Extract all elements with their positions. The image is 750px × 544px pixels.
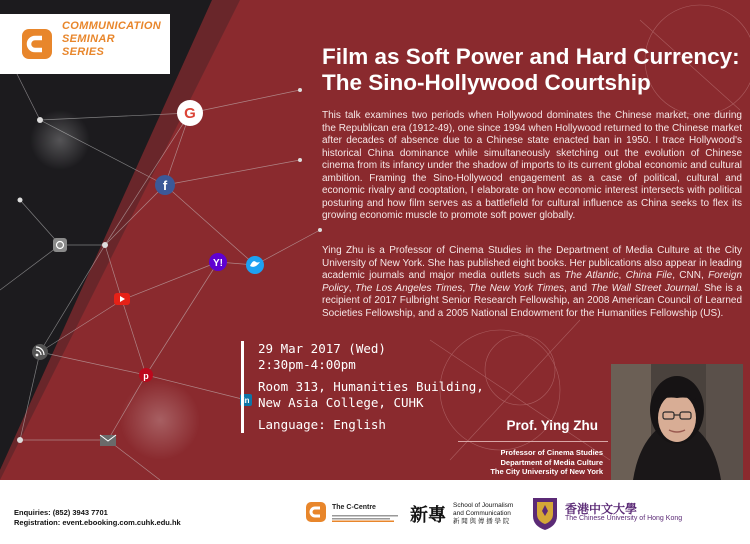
speaker-title-2: Department of Media Culture — [500, 457, 603, 467]
facebook-icon — [155, 175, 175, 195]
cuhk-logo — [531, 496, 731, 532]
talk-abstract: This talk examines two periods when Hollywood dominates the Chinese market, one during the Republican era (1912-49), one since 1994 when Hollywood returned to the Chinese market after decades of absence due to a Chinese state enacted ban in 1950. I trace Hollywood's historical China dominance while simultaneously sketching out the evolution of Chinese cinema from its infancy under the shadow of imports to its current global economic and cultural ambition. Framing the Sino-Hollywood engagement as a case of political, cultural and economic rivalry and cooptation, I elaborate on how economic interest intersects with political posturing and how film serves as a battlefield for cultural influence as China seeks to flex its growing economic muscle to promote soft power globally. — [322, 110, 742, 221]
speaker-title-3: The City University of New York — [490, 467, 603, 476]
bio-foreignpolicy: Foreign Policy — [322, 270, 742, 294]
bio-text-1: Ying Zhu is a Professor of Cinema Studies in the Department of Media Culture at the City University of New York. She has published eight books. Her publications also appear in leading academic journals and major media outlets such as — [322, 245, 742, 281]
speaker-bio — [322, 245, 742, 320]
bio-nytimes: The New York Times — [468, 282, 564, 294]
svg-text:f: f — [162, 178, 168, 193]
yahoo-icon — [209, 253, 227, 271]
c-centre-logo — [22, 29, 52, 59]
sj-text — [453, 502, 513, 526]
event-date: 29 Mar 2017 (Wed) — [258, 341, 386, 356]
google-icon — [177, 100, 203, 126]
bio-wsj: The Wall Street Journal — [590, 282, 698, 294]
svg-text:in: in — [242, 396, 250, 405]
series-line-3: SERIES — [62, 46, 105, 58]
seminar-series-badge — [0, 14, 170, 74]
bio-latimes: The Los Angeles Times — [355, 282, 463, 294]
title-line-2: The Sino-Hollywood Courtship — [322, 70, 651, 95]
series-line-1: COMMUNICATION — [62, 20, 162, 32]
bio-atlantic: The Atlantic — [564, 270, 619, 281]
bio-chinafile: China File — [625, 270, 673, 281]
svg-text:p: p — [143, 371, 149, 381]
page-title — [322, 44, 742, 96]
event-venue-line-2: New Asia College, CUHK — [258, 395, 424, 410]
footer — [0, 480, 750, 544]
cuhk-english-name: The Chinese University of Hong Kong — [565, 515, 683, 522]
bio-sep-4: , — [462, 282, 469, 294]
mail-icon — [100, 435, 116, 446]
bio-sep-5: , and — [563, 282, 591, 294]
enquiries-text: Enquiries: (852) 3943 7701 — [14, 508, 108, 517]
event-venue-line-1: Room 313, Humanities Building, — [258, 379, 484, 394]
rss-icon — [32, 344, 48, 360]
school-of-journalism-logo — [410, 498, 520, 534]
c-centre-fine-print — [332, 514, 398, 522]
event-details — [241, 341, 484, 433]
svg-text:G: G — [184, 105, 196, 122]
event-language: Language: English — [258, 417, 386, 432]
svg-text:Y!: Y! — [213, 258, 223, 269]
sj-line-2: and Communication — [453, 510, 511, 517]
contact-info — [14, 508, 181, 528]
sj-glyphs: 新專 — [410, 505, 446, 526]
speaker-affiliation — [458, 448, 603, 477]
speaker-divider — [458, 441, 608, 442]
bio-sep-3: , — [348, 282, 356, 294]
series-line-2: SEMINAR — [62, 33, 115, 45]
series-label — [62, 20, 161, 59]
sj-line-3: 新 聞 與 傳 播 學 院 — [453, 518, 510, 525]
registration-text: Registration: event.ebooking.com.cuhk.edu.hk — [14, 518, 181, 527]
event-time: 2:30pm-4:00pm — [258, 357, 356, 372]
cuhk-crest-icon — [531, 496, 559, 532]
c-centre-icon — [306, 502, 326, 522]
bio-text-2: . She is a recipient of 2017 Fulbright Senior Research Fellowship, an 2008 American Council of Learned Societies Fellowship, and a 2005 National Endowment for the Humanities Fellowship (US). — [322, 282, 742, 319]
speaker-photo — [611, 364, 743, 480]
bio-sep-1: , — [618, 270, 626, 281]
pinterest-icon — [139, 368, 153, 382]
cuhk-chinese-name: 香港中文大學 — [565, 502, 638, 516]
speaker-name: Prof. Ying Zhu — [506, 418, 598, 433]
title-line-1: Film as Soft Power and Hard Currency: — [322, 44, 740, 69]
bio-sep-2: , CNN, — [672, 270, 709, 281]
c-centre-name: The C-Centre — [332, 504, 376, 511]
youtube-icon — [114, 293, 130, 305]
sj-line-1: School of Journalism — [453, 502, 514, 509]
twitter-icon — [246, 256, 264, 274]
c-centre-footer-logo — [306, 502, 396, 530]
instagram-icon — [53, 238, 67, 252]
speaker-title-1: Professor of Cinema Studies — [500, 448, 603, 457]
